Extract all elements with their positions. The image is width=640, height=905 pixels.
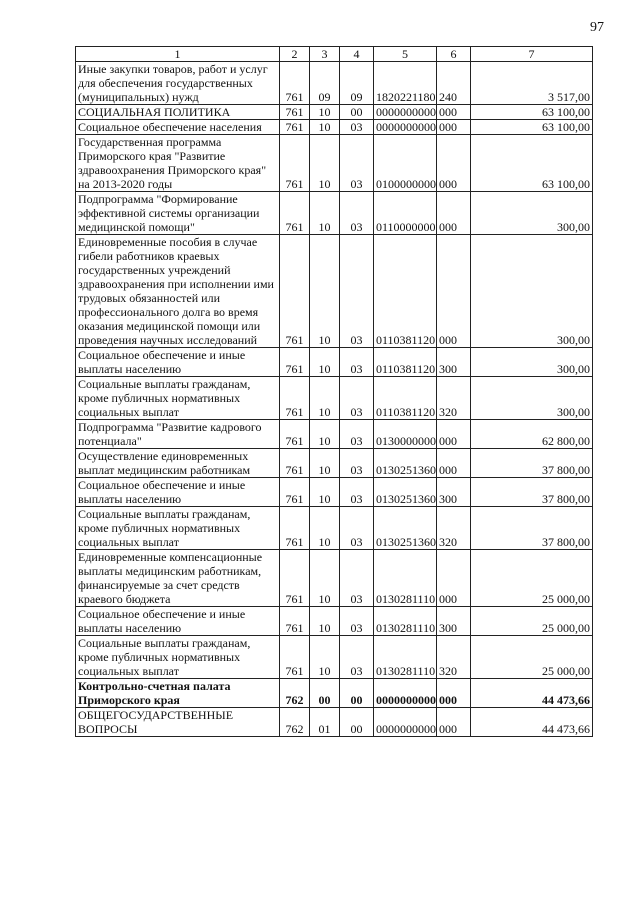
header-col-4: 4 [340,47,374,62]
row-expense-type: 320 [437,507,471,550]
row-section: 10 [310,105,340,120]
row-section: 10 [310,607,340,636]
row-section: 10 [310,420,340,449]
row-amount: 300,00 [471,192,593,235]
row-name: Социальные выплаты гражданам, кроме публичных нормативных социальных выплат [76,507,280,550]
table-row [76,235,593,348]
table-row [76,550,593,607]
row-ministry-code: 761 [280,192,310,235]
row-target-article: 0000000000 [374,120,437,135]
row-expense-type: 000 [437,550,471,607]
table-row [76,636,593,679]
row-amount: 37 800,00 [471,449,593,478]
table-row [76,135,593,192]
row-subsection: 03 [340,135,374,192]
table-header-row [76,47,593,62]
header-col-3: 3 [310,47,340,62]
row-section: 01 [310,708,340,737]
header-col-6: 6 [437,47,471,62]
row-subsection: 03 [340,377,374,420]
table-row [76,449,593,478]
row-ministry-code: 761 [280,420,310,449]
row-ministry-code: 761 [280,377,310,420]
row-name: Социальные выплаты гражданам, кроме публичных нормативных социальных выплат [76,636,280,679]
row-section: 10 [310,135,340,192]
row-subsection: 03 [340,636,374,679]
row-subsection: 00 [340,105,374,120]
row-amount: 300,00 [471,377,593,420]
row-target-article: 1820221180 [374,62,437,105]
row-name: Социальное обеспечение и иные выплаты населению [76,348,280,377]
row-name: Социальное обеспечение населения [76,120,280,135]
table-row [76,708,593,737]
table-row [76,507,593,550]
row-ministry-code: 761 [280,449,310,478]
table-body [76,62,593,737]
page-number: 97 [590,20,604,35]
row-amount: 62 800,00 [471,420,593,449]
row-expense-type: 300 [437,607,471,636]
row-subsection: 00 [340,708,374,737]
row-target-article: 0130251360 [374,449,437,478]
row-expense-type: 000 [437,679,471,708]
row-section: 10 [310,348,340,377]
row-expense-type: 000 [437,105,471,120]
row-name: Социальное обеспечение и иные выплаты населению [76,478,280,507]
row-target-article: 0110381120 [374,377,437,420]
row-expense-type: 000 [437,449,471,478]
row-section: 10 [310,192,340,235]
table-row [76,478,593,507]
row-amount: 63 100,00 [471,135,593,192]
row-section: 00 [310,679,340,708]
row-ministry-code: 761 [280,636,310,679]
header-col-5: 5 [374,47,437,62]
row-ministry-code: 761 [280,607,310,636]
row-amount: 37 800,00 [471,478,593,507]
row-target-article: 0110381120 [374,235,437,348]
row-name: Государственная программа Приморского края "Развитие здравоохранения Приморского края" на 2013-2020 годы [76,135,280,192]
row-section: 10 [310,235,340,348]
row-ministry-code: 762 [280,708,310,737]
row-amount: 63 100,00 [471,120,593,135]
row-amount: 63 100,00 [471,105,593,120]
row-name: Осуществление единовременных выплат медицинским работникам [76,449,280,478]
row-subsection: 03 [340,449,374,478]
row-section: 09 [310,62,340,105]
row-subsection: 03 [340,192,374,235]
row-expense-type: 300 [437,348,471,377]
row-target-article: 0100000000 [374,135,437,192]
row-subsection: 09 [340,62,374,105]
row-amount: 300,00 [471,235,593,348]
row-target-article: 0130281110 [374,636,437,679]
row-ministry-code: 761 [280,550,310,607]
row-name: Единовременные пособия в случае гибели работников краевых государственных учреждений здравоохранения при исполнении ими трудовых обязанностей или профессионального долга во время оказания медицинской помощи или проведения научных исследований [76,235,280,348]
header-col-2: 2 [280,47,310,62]
table-row [76,348,593,377]
row-section: 10 [310,377,340,420]
row-expense-type: 000 [437,120,471,135]
row-subsection: 00 [340,679,374,708]
row-target-article: 0110000000 [374,192,437,235]
row-target-article: 0130000000 [374,420,437,449]
row-name: Иные закупки товаров, работ и услуг для обеспечения государственных (муниципальных) нужд [76,62,280,105]
row-ministry-code: 761 [280,507,310,550]
row-name: СОЦИАЛЬНАЯ ПОЛИТИКА [76,105,280,120]
row-expense-type: 240 [437,62,471,105]
row-amount: 44 473,66 [471,708,593,737]
row-name: Социальные выплаты гражданам, кроме публичных нормативных социальных выплат [76,377,280,420]
row-name: Социальное обеспечение и иные выплаты населению [76,607,280,636]
row-amount: 25 000,00 [471,607,593,636]
row-target-article: 0000000000 [374,679,437,708]
row-target-article: 0130281110 [374,607,437,636]
row-section: 10 [310,449,340,478]
row-ministry-code: 761 [280,105,310,120]
row-name: Подпрограмма "Развитие кадрового потенциала" [76,420,280,449]
row-ministry-code: 761 [280,348,310,377]
row-amount: 25 000,00 [471,550,593,607]
row-target-article: 0000000000 [374,708,437,737]
row-section: 10 [310,507,340,550]
table-row [76,679,593,708]
row-amount: 3 517,00 [471,62,593,105]
row-subsection: 03 [340,348,374,377]
row-amount: 300,00 [471,348,593,377]
row-target-article: 0130251360 [374,478,437,507]
row-amount: 37 800,00 [471,507,593,550]
row-subsection: 03 [340,478,374,507]
row-target-article: 0130281110 [374,550,437,607]
row-expense-type: 300 [437,478,471,507]
row-name: Подпрограмма "Формирование эффективной системы организации медицинской помощи" [76,192,280,235]
row-target-article: 0130251360 [374,507,437,550]
row-name: Контрольно-счетная палата Приморского края [76,679,280,708]
row-ministry-code: 762 [280,679,310,708]
row-name: Единовременные компенсационные выплаты медицинским работникам, финансируемые за счет средств краевого бюджета [76,550,280,607]
table-row [76,192,593,235]
row-section: 10 [310,636,340,679]
row-ministry-code: 761 [280,478,310,507]
row-expense-type: 320 [437,636,471,679]
row-expense-type: 000 [437,135,471,192]
row-ministry-code: 761 [280,235,310,348]
table-row [76,105,593,120]
row-section: 10 [310,550,340,607]
row-expense-type: 000 [437,708,471,737]
budget-table [75,46,593,737]
row-amount: 44 473,66 [471,679,593,708]
row-expense-type: 000 [437,420,471,449]
row-expense-type: 320 [437,377,471,420]
table-row [76,120,593,135]
table-row [76,420,593,449]
row-subsection: 03 [340,235,374,348]
row-ministry-code: 761 [280,120,310,135]
row-ministry-code: 761 [280,135,310,192]
row-target-article: 0110381120 [374,348,437,377]
row-subsection: 03 [340,550,374,607]
row-section: 10 [310,120,340,135]
table-row [76,62,593,105]
header-col-7: 7 [471,47,593,62]
row-subsection: 03 [340,120,374,135]
row-ministry-code: 761 [280,62,310,105]
header-col-1: 1 [76,47,280,62]
table-row [76,607,593,636]
row-section: 10 [310,478,340,507]
row-subsection: 03 [340,420,374,449]
row-expense-type: 000 [437,192,471,235]
row-subsection: 03 [340,607,374,636]
table-row [76,377,593,420]
row-name: ОБЩЕГОСУДАРСТВЕННЫЕ ВОПРОСЫ [76,708,280,737]
row-amount: 25 000,00 [471,636,593,679]
row-expense-type: 000 [437,235,471,348]
row-target-article: 0000000000 [374,105,437,120]
row-subsection: 03 [340,507,374,550]
